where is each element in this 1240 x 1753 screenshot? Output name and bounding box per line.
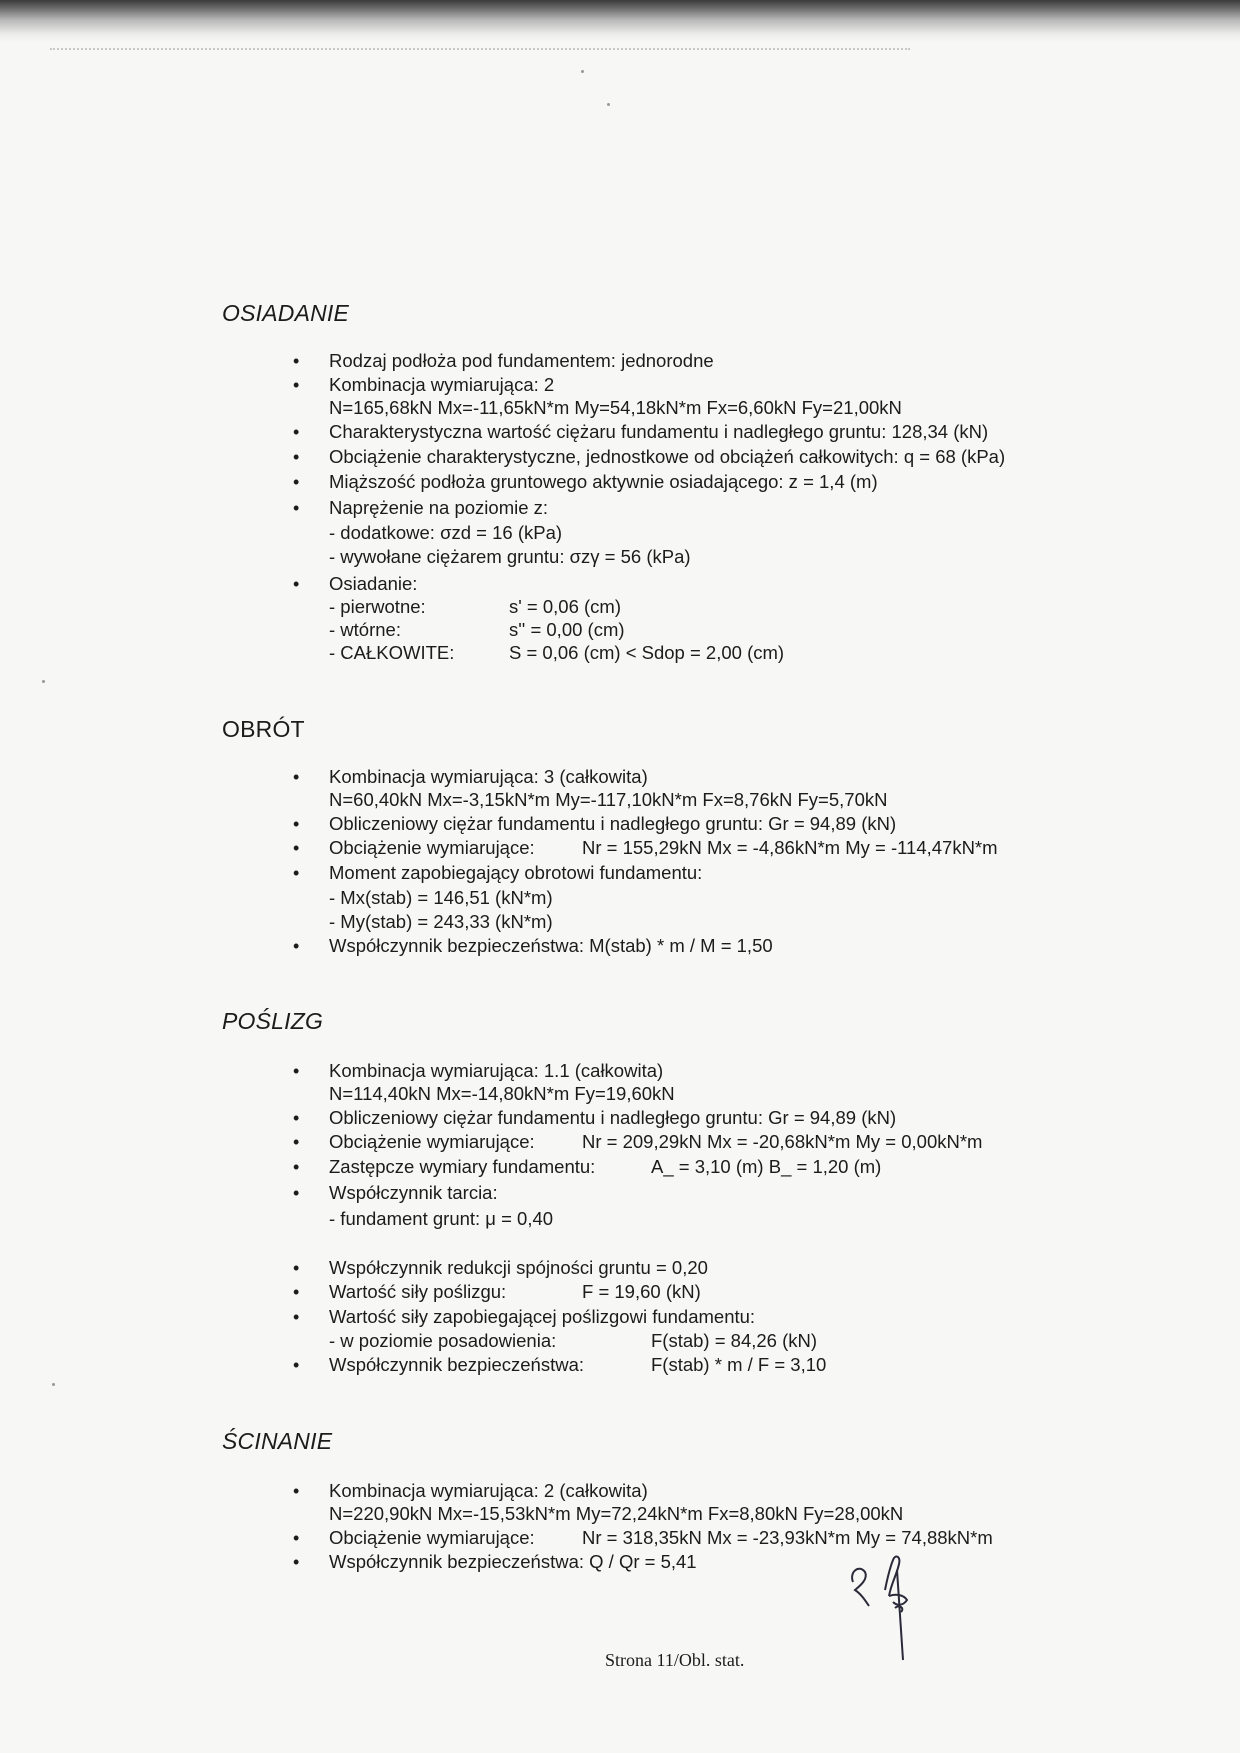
poslizg-obciazenie-label: Obciążenie wymiarujące: [329, 1131, 535, 1152]
obrot-moment: • Moment zapobiegający obrotowi fundamentu: [329, 862, 702, 884]
obrot-ciezar: • Obliczeniowy ciężar fundamentu i nadległego gruntu: Gr = 94,89 (kN) [329, 813, 896, 835]
osiadanie-label: • Osiadanie: [329, 573, 417, 595]
scan-artifact [50, 48, 910, 60]
handwritten-signature [845, 1550, 945, 1680]
section-title-obrot: OBRÓT [222, 716, 305, 742]
obrot-obciazenie-value: Nr = 155,29kN Mx = -4,86kN*m My = -114,47kN*m [582, 837, 998, 858]
osiadanie-ciezar: • Charakterystyczna wartość ciężaru fundamentu i nadległego gruntu: 128,34 (kN) [329, 421, 988, 443]
scan-border [0, 0, 1240, 42]
obrot-obciazenie-label: Obciążenie wymiarujące: [329, 837, 535, 858]
poslizg-redukcja: • Współczynnik redukcji spójności gruntu = 0,20 [329, 1257, 708, 1279]
poslizg-sily: N=114,40kN Mx=-14,80kN*m Fy=19,60kN [329, 1083, 675, 1104]
zastepcze-value: A_ = 3,10 (m) B_ = 1,20 (m) [651, 1156, 882, 1177]
zastepcze-label: Zastępcze wymiary fundamentu: [329, 1156, 596, 1177]
scan-speck [581, 70, 584, 73]
osiadanie-rodzaj: • Rodzaj podłoża pod fundamentem: jednorodne [329, 350, 714, 372]
osiadanie-naprezenie: • Naprężenie na poziomie z: [329, 497, 548, 519]
poslizg-wspolczynnik-value: F(stab) * m / F = 3,10 [651, 1354, 827, 1375]
poziom-label: - w poziomie posadowienia: [329, 1330, 557, 1351]
scan-speck [607, 103, 610, 106]
scan-speck [52, 1383, 55, 1386]
scinanie-obciazenie-value: Nr = 318,35kN Mx = -23,93kN*m My = 74,88kN*m [582, 1527, 993, 1548]
pierwotne-label: - pierwotne: [329, 596, 426, 617]
scan-speck [42, 680, 45, 683]
wtorne-value: s'' = 0,00 (cm) [509, 619, 625, 640]
poslizg-fundament-grunt: - fundament grunt: μ = 0,40 [329, 1208, 554, 1229]
obrot-my-stab: - My(stab) = 243,33 (kN*m) [329, 911, 553, 932]
obrot-sily: N=60,40kN Mx=-3,15kN*m My=-117,10kN*m Fx=8,76kN Fy=5,70kN [329, 789, 888, 810]
osiadanie-dodatkowe: - dodatkowe: σzd = 16 (kPa) [329, 522, 563, 543]
poslizg-ciezar: • Obliczeniowy ciężar fundamentu i nadległego gruntu: Gr = 94,89 (kN) [329, 1107, 896, 1129]
poslizg-wspolczynnik-label: Współczynnik bezpieczeństwa: [329, 1354, 584, 1375]
calkowite-label: - CAŁKOWITE: [329, 642, 455, 663]
obrot-wspolczynnik: • Współczynnik bezpieczeństwa: M(stab) * m / M = 1,50 [329, 935, 773, 957]
scinanie-obciazenie-label: Obciążenie wymiarujące: [329, 1527, 535, 1548]
osiadanie-kombinacja: • Kombinacja wymiarująca: 2 [329, 374, 554, 396]
osiadanie-sily: N=165,68kN Mx=-11,65kN*m My=54,18kN*m Fx=6,60kN Fy=21,00kN [329, 397, 902, 418]
obrot-mx-stab: - Mx(stab) = 146,51 (kN*m) [329, 887, 553, 908]
scinanie-kombinacja: • Kombinacja wymiarująca: 2 (całkowita) [329, 1480, 648, 1502]
page-footer: Strona 11/Obl. stat. [605, 1650, 745, 1670]
wtorne-label: - wtórne: [329, 619, 401, 640]
poslizg-zapobiegajaca: • Wartość siły zapobiegającej poślizgowi fundamentu: [329, 1306, 755, 1328]
poslizg-obciazenie-value: Nr = 209,29kN Mx = -20,68kN*m My = 0,00kN*m [582, 1131, 983, 1152]
pierwotne-value: s' = 0,06 (cm) [509, 596, 621, 617]
poslizg-tarcie: • Współczynnik tarcia: [329, 1182, 498, 1204]
section-title-scinanie: ŚCINANIE [222, 1428, 333, 1454]
calkowite-value: S = 0,06 (cm) < Sdop = 2,00 (cm) [509, 642, 785, 663]
osiadanie-wywolane: - wywołane ciężarem gruntu: σzγ = 56 (kPa) [329, 546, 691, 567]
osiadanie-miazszosc: • Miąższość podłoża gruntowego aktywnie osiadającego: z = 1,4 (m) [329, 471, 878, 493]
section-title-poslizg: POŚLIZG [222, 1008, 324, 1034]
osiadanie-obciazenie: • Obciążenie charakterystyczne, jednostkowe od obciążeń całkowitych: q = 68 (kPa) [329, 446, 1005, 468]
obrot-kombinacja: • Kombinacja wymiarująca: 3 (całkowita) [329, 766, 648, 788]
scinanie-sily: N=220,90kN Mx=-15,53kN*m My=72,24kN*m Fx=8,80kN Fy=28,00kN [329, 1503, 904, 1524]
poziom-value: F(stab) = 84,26 (kN) [651, 1330, 818, 1351]
scinanie-wspolczynnik: • Współczynnik bezpieczeństwa: Q / Qr = 5,41 [329, 1551, 697, 1573]
section-title-osiadanie: OSIADANIE [222, 300, 350, 326]
poslizg-kombinacja: • Kombinacja wymiarująca: 1.1 (całkowita) [329, 1060, 663, 1082]
sila-value: F = 19,60 (kN) [582, 1281, 701, 1302]
sila-label: Wartość siły poślizgu: [329, 1281, 507, 1302]
